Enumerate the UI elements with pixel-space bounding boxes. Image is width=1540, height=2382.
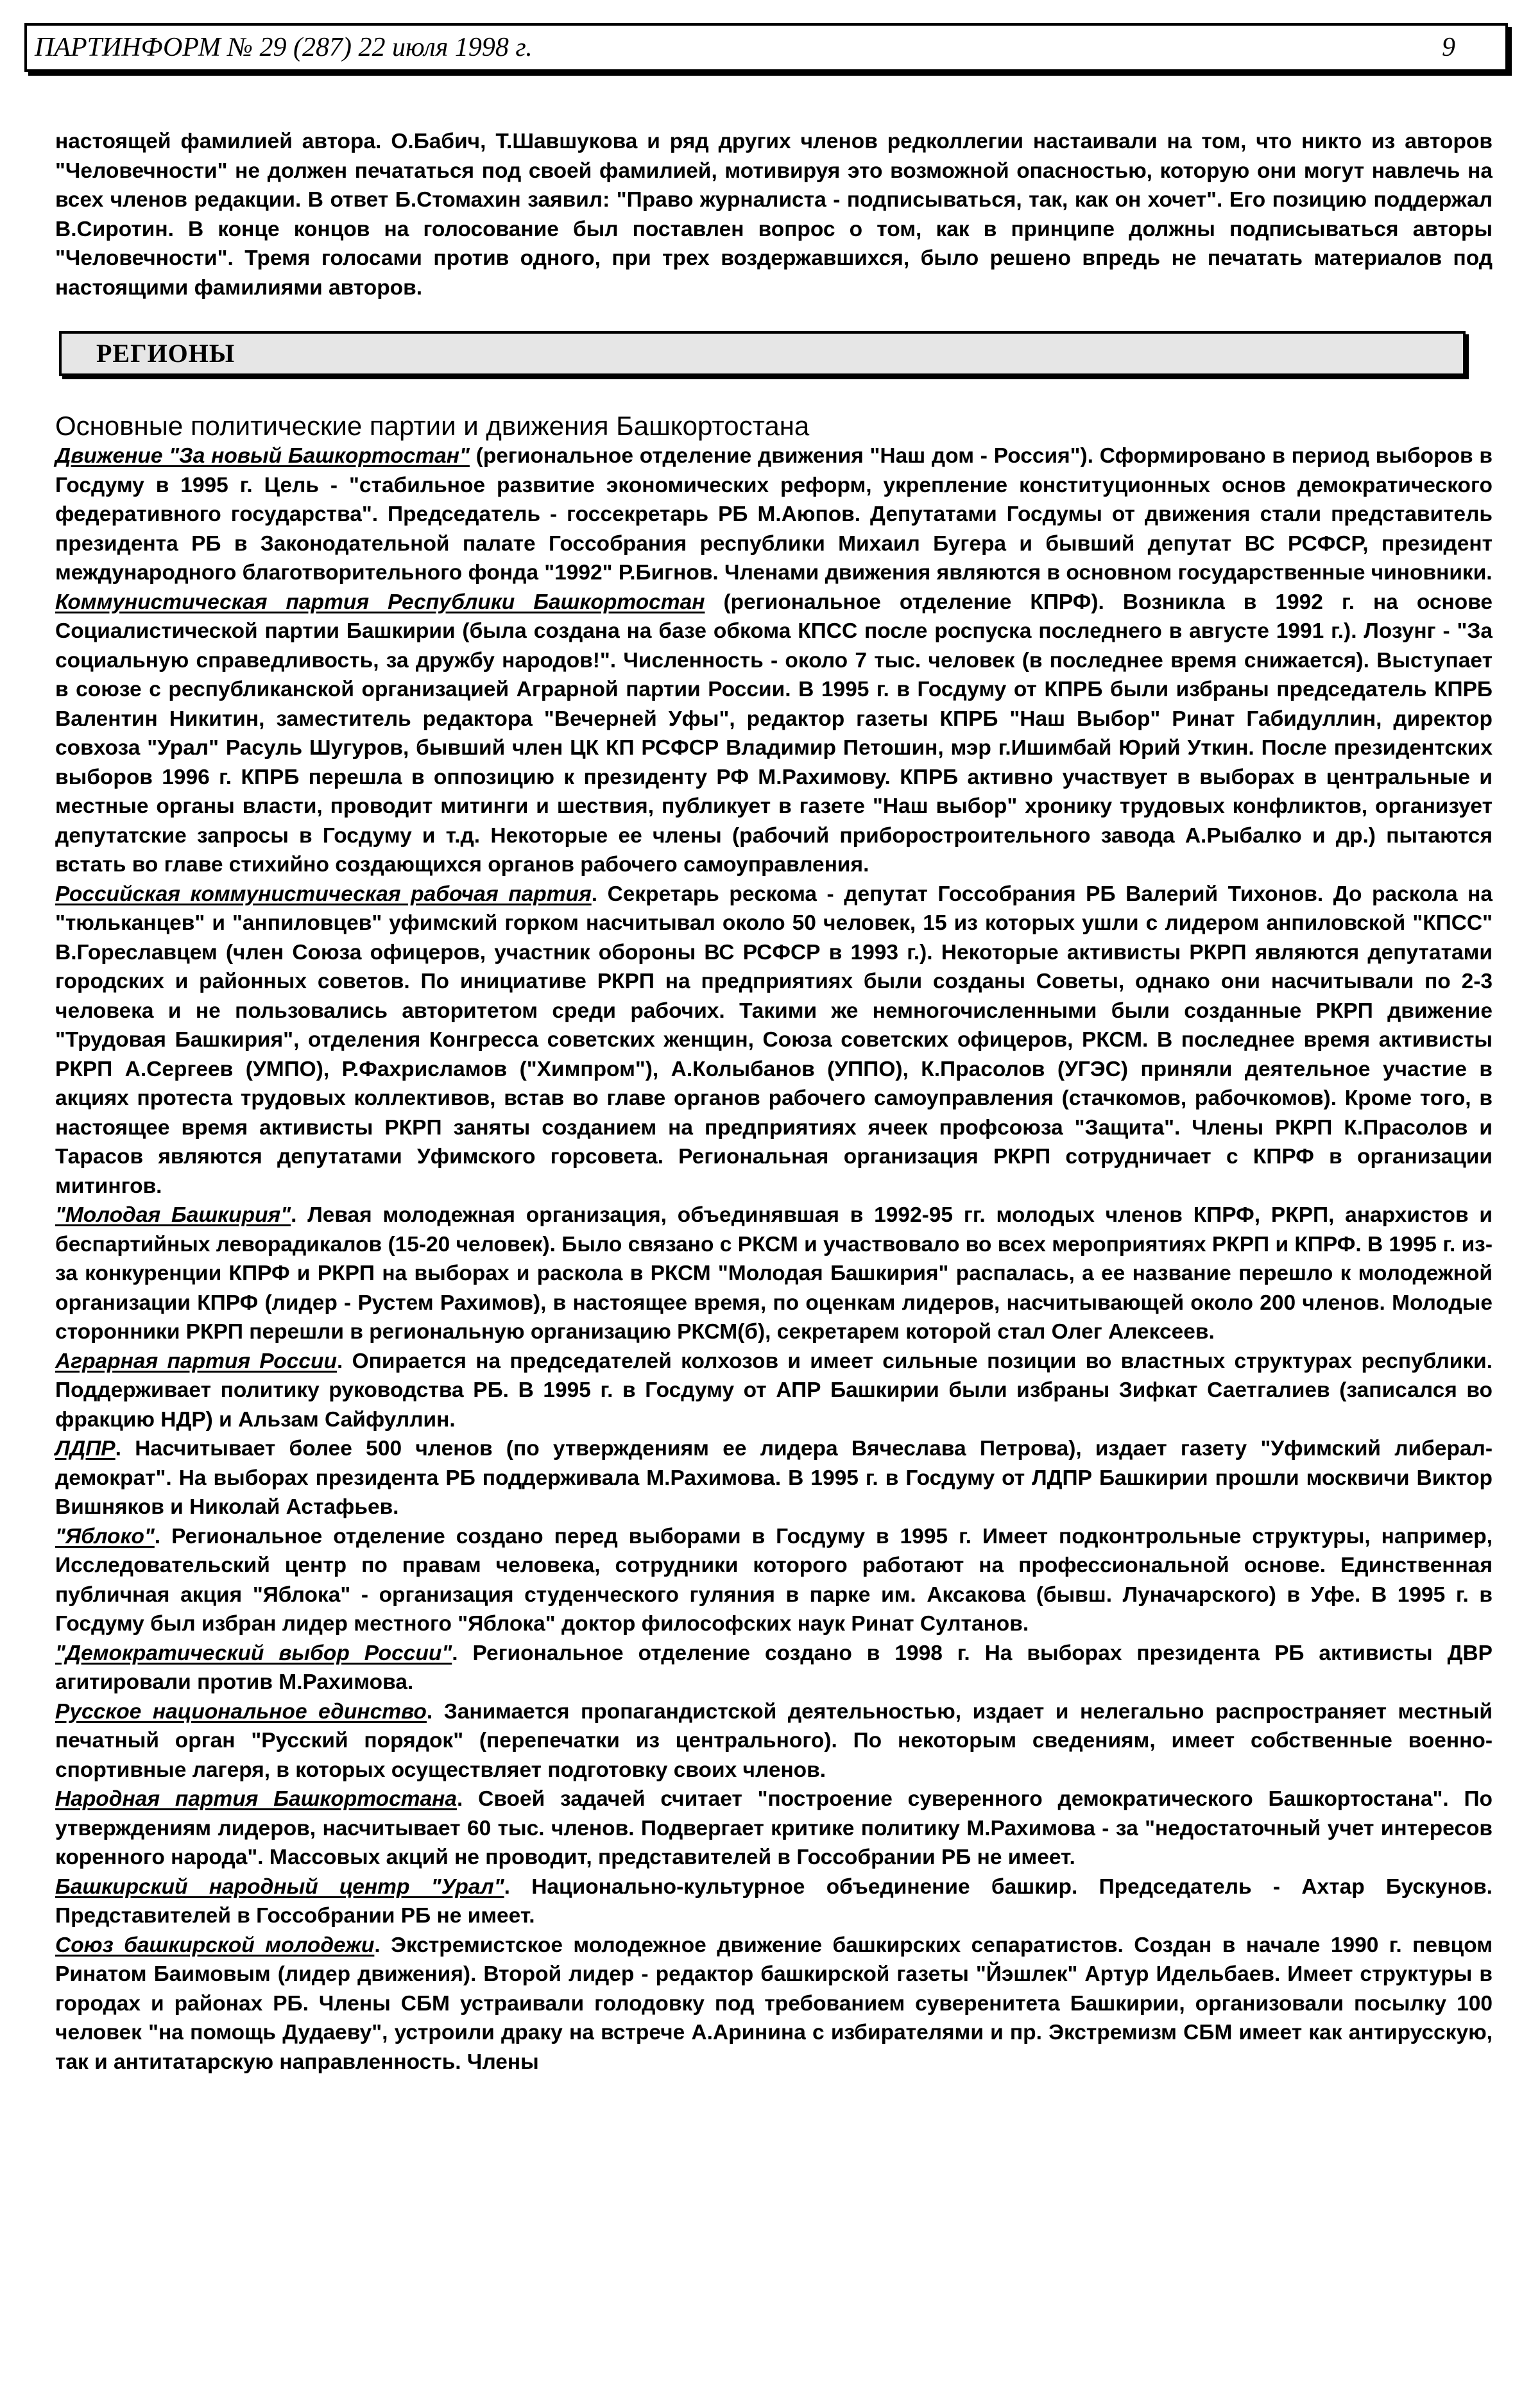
party-description: . Своей задачей считает "построение суверенного демократического Башкортостана". По утверждениям лидеров, насчитывает 60 тыс. членов. Подвергает критике политику М.Рахимова - за "недостаточный учет интересов коренного народа". Массовых акций не проводит, представителей в Госсобрании РБ не имеет. [55,1787,1493,1869]
party-entry [55,1347,1493,1435]
party-entry [55,1785,1493,1872]
party-entry [55,1697,1493,1785]
party-description: . Региональное отделение создано в 1998 г. На выборах президента РБ активисты ДВР агитировали против М.Рахимова. [55,1641,1493,1694]
article-title: Основные политические партии и движения Башкортостана [55,411,810,441]
section-label: РЕГИОНЫ [96,339,235,368]
party-entry [55,1872,1493,1931]
party-entry [55,588,1493,880]
party-name: Народная партия Башкортостана [55,1787,457,1811]
article-body [55,441,1493,2077]
page-number: 9 [1442,33,1455,62]
party-name: Союз башкирской молодежи [55,1933,375,1957]
publication-title: ПАРТИНФОРМ № 29 (287) 22 июля 1998 г. [35,33,533,62]
party-description: . Региональное отделение создано перед выборами в Госдуму в 1995 г. Имеет подконтрольные структуры, например, Исследовательский центр по правам человека, сотрудники которого работают на профессиональной основе. Единственная публичная акция "Яблока" - организация студенческого гуляния в парке им. Аксакова (бывш. Луначарского) в Уфе. В 1995 г. в Госдуму был избран лидер местного "Яблока" доктор философских наук Ринат Султанов. [55,1524,1493,1636]
party-entry [55,1201,1493,1347]
party-entry [55,441,1493,588]
party-description: . Секретарь рескома - депутат Госсобрания РБ Валерий Тихонов. До раскола на "тюльканцев" и "анпиловцев" уфимский горком насчитывал около 50 человек, 15 из которых ушли с лидером анпиловской "КПСС" В.Гореславцем (член Союза офицеров, участник обороны ВС РСФСР в 1993 г.). Некоторые активисты РКРП являются депутатами городских и районных советов. По инициативе РКРП на предприятиях были созданы Советы, однако они насчитывали по 2-3 человека и не пользовались авторитетом среди рабочих. Такими же немногочисленными были созданные РКРП движение "Трудовая Башкирия", отделения Конгресса советских женщин, Союза советских офицеров, РКСМ. В последнее время активисты РКРП А.Сергеев (УМПО), Р.Фахрисламов ("Химпром"), А.Колыбанов (УППО), К.Прасолов (УГЭС) приняли деятельное участие в акциях протеста трудовых коллективов, встав во главе органов рабочего самоуправления (стачкомов, рабочкомов). Кроме того, в настоящее время активисты РКРП заняты созданием на предприятиях ячеек профсоюза "Защита". Члены РКРП К.Прасолов и Тарасов являются депутатами Уфимского горсовета. Региональная организация РКРП сотрудничает с КПРФ в организации митингов. [55,882,1493,1198]
party-name: Аграрная партия России [55,1349,337,1373]
party-entry [55,1434,1493,1522]
party-name: Российская коммунистическая рабочая партия [55,882,592,906]
party-description: (региональное отделение движения "Наш дом - Россия"). Сформировано в период выборов в Госдуму в 1995 г. Цель - "стабильное развитие экономических реформ, укрепление конституционных основ демократического федеративного государства". Председатель - госсекретарь РБ М.Аюпов. Депутатами Госдумы от движения стали представитель президента РБ в Законодательной палате Госсобрания республики Михаил Бугера и бывший депутат ВС РСФСР, президент международного благотворительного фонда "1992" Р.Бигнов. Членами движения являются в основном государственные чиновники. [55,444,1493,585]
intro-paragraph: настоящей фамилией автора. О.Бабич, Т.Шавшукова и ряд других членов редколлегии настаивали на том, что никто из авторов "Человечности" не должен печататься под своей фамилией, мотивируя это возможной опасностью, которую они могут навлечь на всех членов редакции. В ответ Б.Стомахин заявил: "Право журналиста - подписываться, так, как он хочет". Его позицию поддержал В.Сиротин. В конце концов на голосование был поставлен вопрос о том, как в принципе должны подписываться авторы "Человечности". Тремя голосами против одного, при трех воздержавшихся, было решено впредь не печатать материалов под настоящими фамилиями авторов. [55,130,1493,300]
page-header [24,23,1508,72]
party-entry [55,1639,1493,1697]
party-entry [55,1931,1493,2077]
party-description: . Левая молодежная организация, объединявшая в 1992-95 гг. молодых членов КПРФ, РКРП, анархистов и беспартийных леворадикалов (15-20 человек). Было связано с РКСМ и участвовало во всех мероприятиях РКРП и КПРФ. В 1995 г. из-за конкуренции КПРФ и РКРП на выборах и раскола в РКСМ "Молодая Башкирия" распалась, а ее название перешло к молодежной организации КПРФ (лидер - Рустем Рахимов), в настоящее время, по оценкам лидеров, насчитывающей около 200 членов. Молодые сторонники РКРП перешли в региональную организацию РКСМ(б), секретарем которой стал Олег Алексеев. [55,1203,1493,1344]
party-name: Движение "За новый Башкортостан" [55,444,470,468]
party-description: . Занимается пропагандистской деятельностью, издает и нелегально распространяет местный печатный орган "Русский порядок" (перепечатки из центрального). По некоторым сведениям, имеет собственные военно-спортивные лагеря, в которых осуществляет подготовку своих членов. [55,1699,1493,1782]
party-name: Русское национальное единство [55,1699,427,1724]
party-description: . Насчитывает более 500 членов (по утверждениям ее лидера Вячеслава Петрова), издает газету "Уфимский либерал-демократ". На выборах президента РБ поддерживала М.Рахимова. В 1995 г. в Госдуму от ЛДПР Башкирии прошли москвичи Виктор Вишняков и Николай Астафьев. [55,1437,1493,1519]
party-description: . Экстремистское молодежное движение башкирских сепаратистов. Создан в начале 1990 г. певцом Ринатом Баимовым (лидер движения). Второй лидер - редактор башкирской газеты "Йэшлек" Артур Идельбаев. Имеет структуры в городах и районах РБ. Члены СБМ устраивали голодовку под требованием суверенитета Башкирии, организовали посылку 100 человек "на помощь Дудаеву", устроили драку на встрече А.Аринина с избирателями и пр. Экстремизм СБМ имеет как антирусскую, так и антитатарскую направленность. Члены [55,1933,1493,2074]
party-description: . Опирается на председателей колхозов и имеет сильные позиции во властных структурах республики. Поддерживает политику руководства РБ. В 1995 г. в Госдуму от АПР Башкирии были избраны Зифкат Саетгалиев (записался во фракцию НДР) и Альзам Сайфуллин. [55,1349,1493,1432]
party-description: (региональное отделение КПРФ). Возникла в 1992 г. на основе Социалистической партии Башкирии (была создана на базе обкома КПСС после роспуска последнего в августе 1991 г.). Лозунг - "За социальную справедливость, за дружбу народов!". Численность - около 7 тыс. человек (в последнее время снижается). Выступает в союзе с республиканской организацией Аграрной партии России. В 1995 г. в Госдуму от КПРБ были избраны председатель КПРБ Валентин Никитин, заместитель редактора "Вечерней Уфы", редактор газеты КПРБ "Наш Выбор" Ринат Габидуллин, директор совхоза "Урал" Расуль Шугуров, бывший член ЦК КП РСФСР Владимир Петошин, мэр г.Ишимбай Юрий Уткин. После президентских выборов 1996 г. КПРБ перешла в оппозицию к президенту РФ М.Рахимову. КПРБ активно участвует в выборах в центральные и местные органы власти, проводит митинги и шествия, публикует в газете "Наш выбор" хронику трудовых конфликтов, организует депутатские запросы в Госдуму и т.д. Некоторые ее члены (рабочий приборостроительного завода А.Рыбалко и др.) пытаются встать во главе стихийно создающихся органов рабочего самоуправления. [55,590,1493,877]
section-banner [59,331,1466,376]
party-name: "Молодая Башкирия" [55,1203,291,1227]
party-name: Башкирский народный центр "Урал" [55,1874,504,1899]
party-entry [55,1522,1493,1639]
party-entry [55,880,1493,1201]
party-description: . Национально-культурное объединение башкир. Председатель - Ахтар Бускунов. Представителей в Госсобрании РБ не имеет. [55,1874,1493,1928]
party-name: "Яблоко" [55,1524,155,1548]
party-name: Коммунистическая партия Республики Башкортостан [55,590,705,614]
party-name: ЛДПР [55,1437,116,1461]
party-name: "Демократический выбор России" [55,1641,452,1665]
